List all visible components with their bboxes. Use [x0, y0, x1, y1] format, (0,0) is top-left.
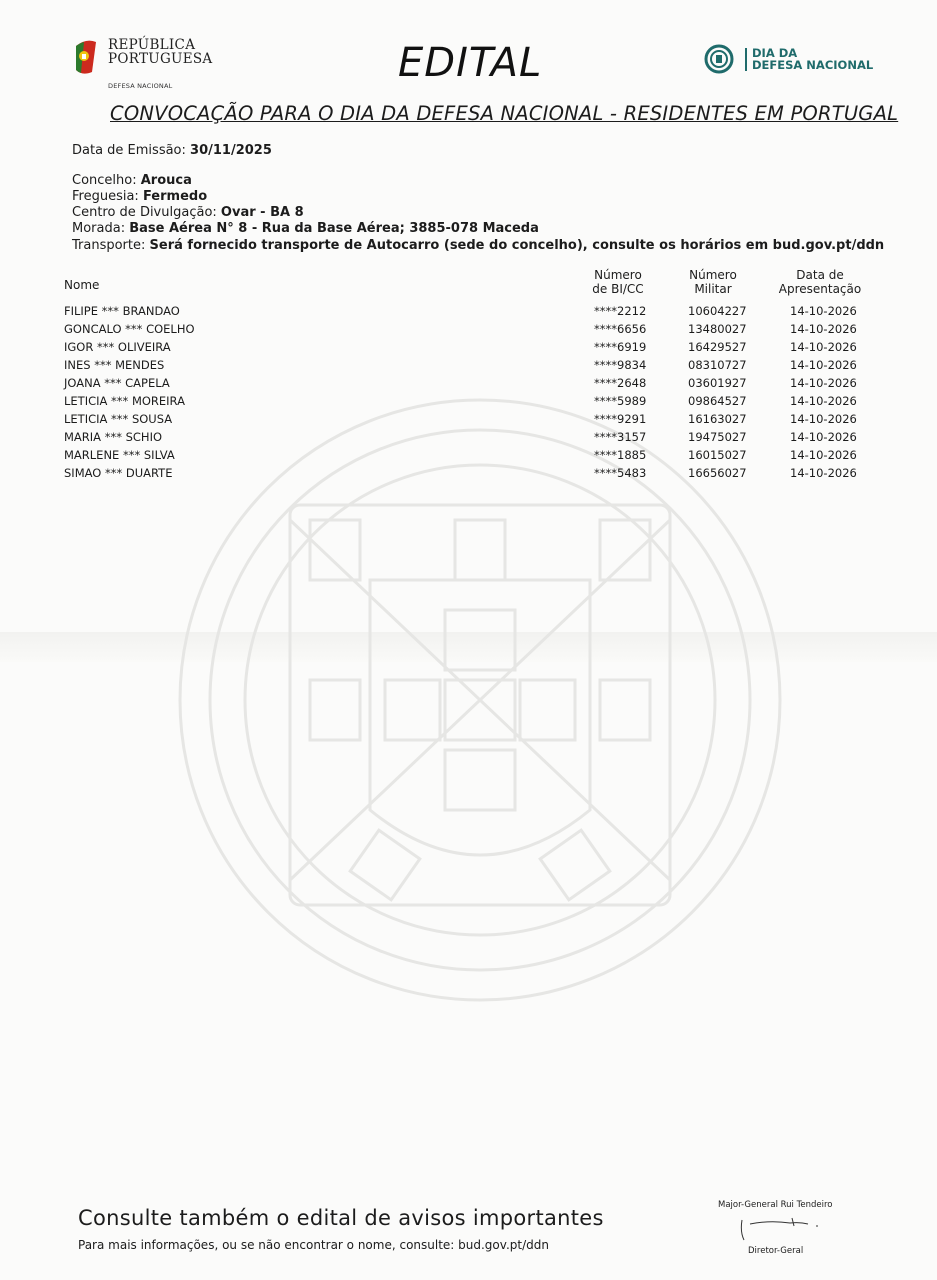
- cell-bi: ****2648: [594, 376, 647, 390]
- header-date-line2: Apresentação: [778, 282, 862, 296]
- cell-name: IGOR *** OLIVEIRA: [64, 340, 171, 354]
- cell-militar: 16015027: [688, 448, 747, 462]
- header-militar-line1: Número: [689, 268, 737, 282]
- cell-name: LETICIA *** MOREIRA: [64, 394, 185, 408]
- republic-line1: REPÚBLICA: [108, 37, 196, 53]
- header-date: [772, 268, 868, 296]
- document-title: CONVOCAÇÃO PARA O DIA DA DEFESA NACIONAL - RESIDENTES EM PORTUGAL: [110, 102, 899, 125]
- detail-label: Morada:: [72, 221, 126, 236]
- detail-label: Centro de Divulgação:: [72, 205, 217, 220]
- cell-bi: ****9291: [594, 412, 647, 426]
- cell-militar: 03601927: [688, 376, 747, 390]
- ddn-emblem-icon: [704, 44, 734, 74]
- detail-label: Transporte:: [72, 238, 146, 253]
- republic-line2: PORTUGUESA: [108, 51, 213, 67]
- cell-militar: 19475027: [688, 430, 747, 444]
- ddn-line2: DEFESA NACIONAL: [752, 58, 874, 72]
- detail-concelho: [72, 173, 192, 188]
- portugal-flag-icon: [72, 36, 100, 76]
- header-name: Nome: [64, 278, 100, 292]
- cell-bi: ****6919: [594, 340, 647, 354]
- cell-militar: 08310727: [688, 358, 747, 372]
- header-date-line1: Data de: [796, 268, 844, 282]
- detail-morada: [72, 221, 539, 236]
- cell-date: 14-10-2026: [790, 412, 857, 426]
- cell-name: GONCALO *** COELHO: [64, 322, 195, 336]
- defesa-nacional-subtitle: DEFESA NACIONAL: [108, 82, 173, 90]
- header-militar: [680, 268, 746, 296]
- ddn-line1: DIA DA: [752, 46, 798, 60]
- republica-portuguesa-logo: [72, 34, 222, 94]
- cell-date: 14-10-2026: [790, 430, 857, 444]
- detail-value: Fermedo: [142, 189, 208, 204]
- header-bi-line2: de BI/CC: [592, 282, 644, 296]
- cell-militar: 09864527: [688, 394, 747, 408]
- table-row: [0, 412, 937, 430]
- signature-icon: [730, 1210, 830, 1250]
- signatory-role: Diretor-Geral: [748, 1246, 804, 1256]
- cell-bi: ****6656: [594, 322, 647, 336]
- cell-bi: ****5989: [594, 394, 647, 408]
- detail-value: Arouca: [140, 173, 192, 188]
- emission-value: 30/11/2025: [190, 143, 272, 158]
- cell-militar: 10604227: [688, 304, 747, 318]
- table-row: [0, 340, 937, 358]
- header-bi-line1: Número: [594, 268, 642, 282]
- cell-bi: ****9834: [594, 358, 647, 372]
- cell-bi: ****2212: [594, 304, 647, 318]
- cell-militar: 16656027: [688, 466, 747, 480]
- cell-date: 14-10-2026: [790, 340, 857, 354]
- cell-name: MARLENE *** SILVA: [64, 448, 175, 462]
- cell-name: INES *** MENDES: [64, 358, 165, 372]
- header-militar-line2: Militar: [694, 282, 732, 296]
- table-row: [0, 358, 937, 376]
- detail-freguesia: [72, 189, 207, 204]
- ddn-divider: [745, 48, 747, 71]
- signatory-name: Major-General Rui Tendeiro: [718, 1200, 833, 1210]
- detail-centro: [72, 205, 304, 220]
- ddn-text: [752, 47, 873, 71]
- cell-date: 14-10-2026: [790, 322, 857, 336]
- table-row: [0, 466, 937, 484]
- table-row: [0, 304, 937, 322]
- emission-label: Data de Emissão:: [72, 143, 186, 158]
- cell-date: 14-10-2026: [790, 466, 857, 480]
- cell-bi: ****3157: [594, 430, 647, 444]
- dia-defesa-nacional-logo: [704, 44, 874, 76]
- detail-label: Concelho:: [72, 173, 137, 188]
- table-row: [0, 448, 937, 466]
- detail-value: Base Aérea N° 8 - Rua da Base Aérea; 3885-078 Maceda: [129, 221, 539, 236]
- detail-value: Será fornecido transporte de Autocarro (sede do concelho), consulte os horários em bud.gov.pt/ddn: [149, 238, 885, 253]
- cell-name: FILIPE *** BRANDAO: [64, 304, 180, 318]
- cell-name: JOANA *** CAPELA: [64, 376, 170, 390]
- table-row: [0, 394, 937, 412]
- cell-name: MARIA *** SCHIO: [64, 430, 163, 444]
- cell-date: 14-10-2026: [790, 358, 857, 372]
- detail-value: Ovar - BA 8: [220, 205, 304, 220]
- cell-date: 14-10-2026: [790, 376, 857, 390]
- table-row: [0, 430, 937, 448]
- cell-name: LETICIA *** SOUSA: [64, 412, 173, 426]
- edital-heading: EDITAL: [398, 40, 543, 86]
- table-row: [0, 376, 937, 394]
- cell-name: SIMAO *** DUARTE: [64, 466, 173, 480]
- cell-militar: 16429527: [688, 340, 747, 354]
- detail-transporte: [72, 238, 884, 253]
- footer-notice: Consulte também o edital de avisos importantes: [78, 1206, 604, 1230]
- cell-militar: 16163027: [688, 412, 747, 426]
- cell-bi: ****5483: [594, 466, 647, 480]
- cell-date: 14-10-2026: [790, 394, 857, 408]
- header-bi: [586, 268, 650, 296]
- emission-date: [72, 143, 272, 158]
- table-row: [0, 322, 937, 340]
- cell-date: 14-10-2026: [790, 304, 857, 318]
- cell-date: 14-10-2026: [790, 448, 857, 462]
- detail-label: Freguesia:: [72, 189, 139, 204]
- cell-bi: ****1885: [594, 448, 647, 462]
- cell-militar: 13480027: [688, 322, 747, 336]
- republica-portuguesa-text: [108, 38, 212, 66]
- footer-info: Para mais informações, ou se não encontrar o nome, consulte: bud.gov.pt/ddn: [78, 1238, 549, 1252]
